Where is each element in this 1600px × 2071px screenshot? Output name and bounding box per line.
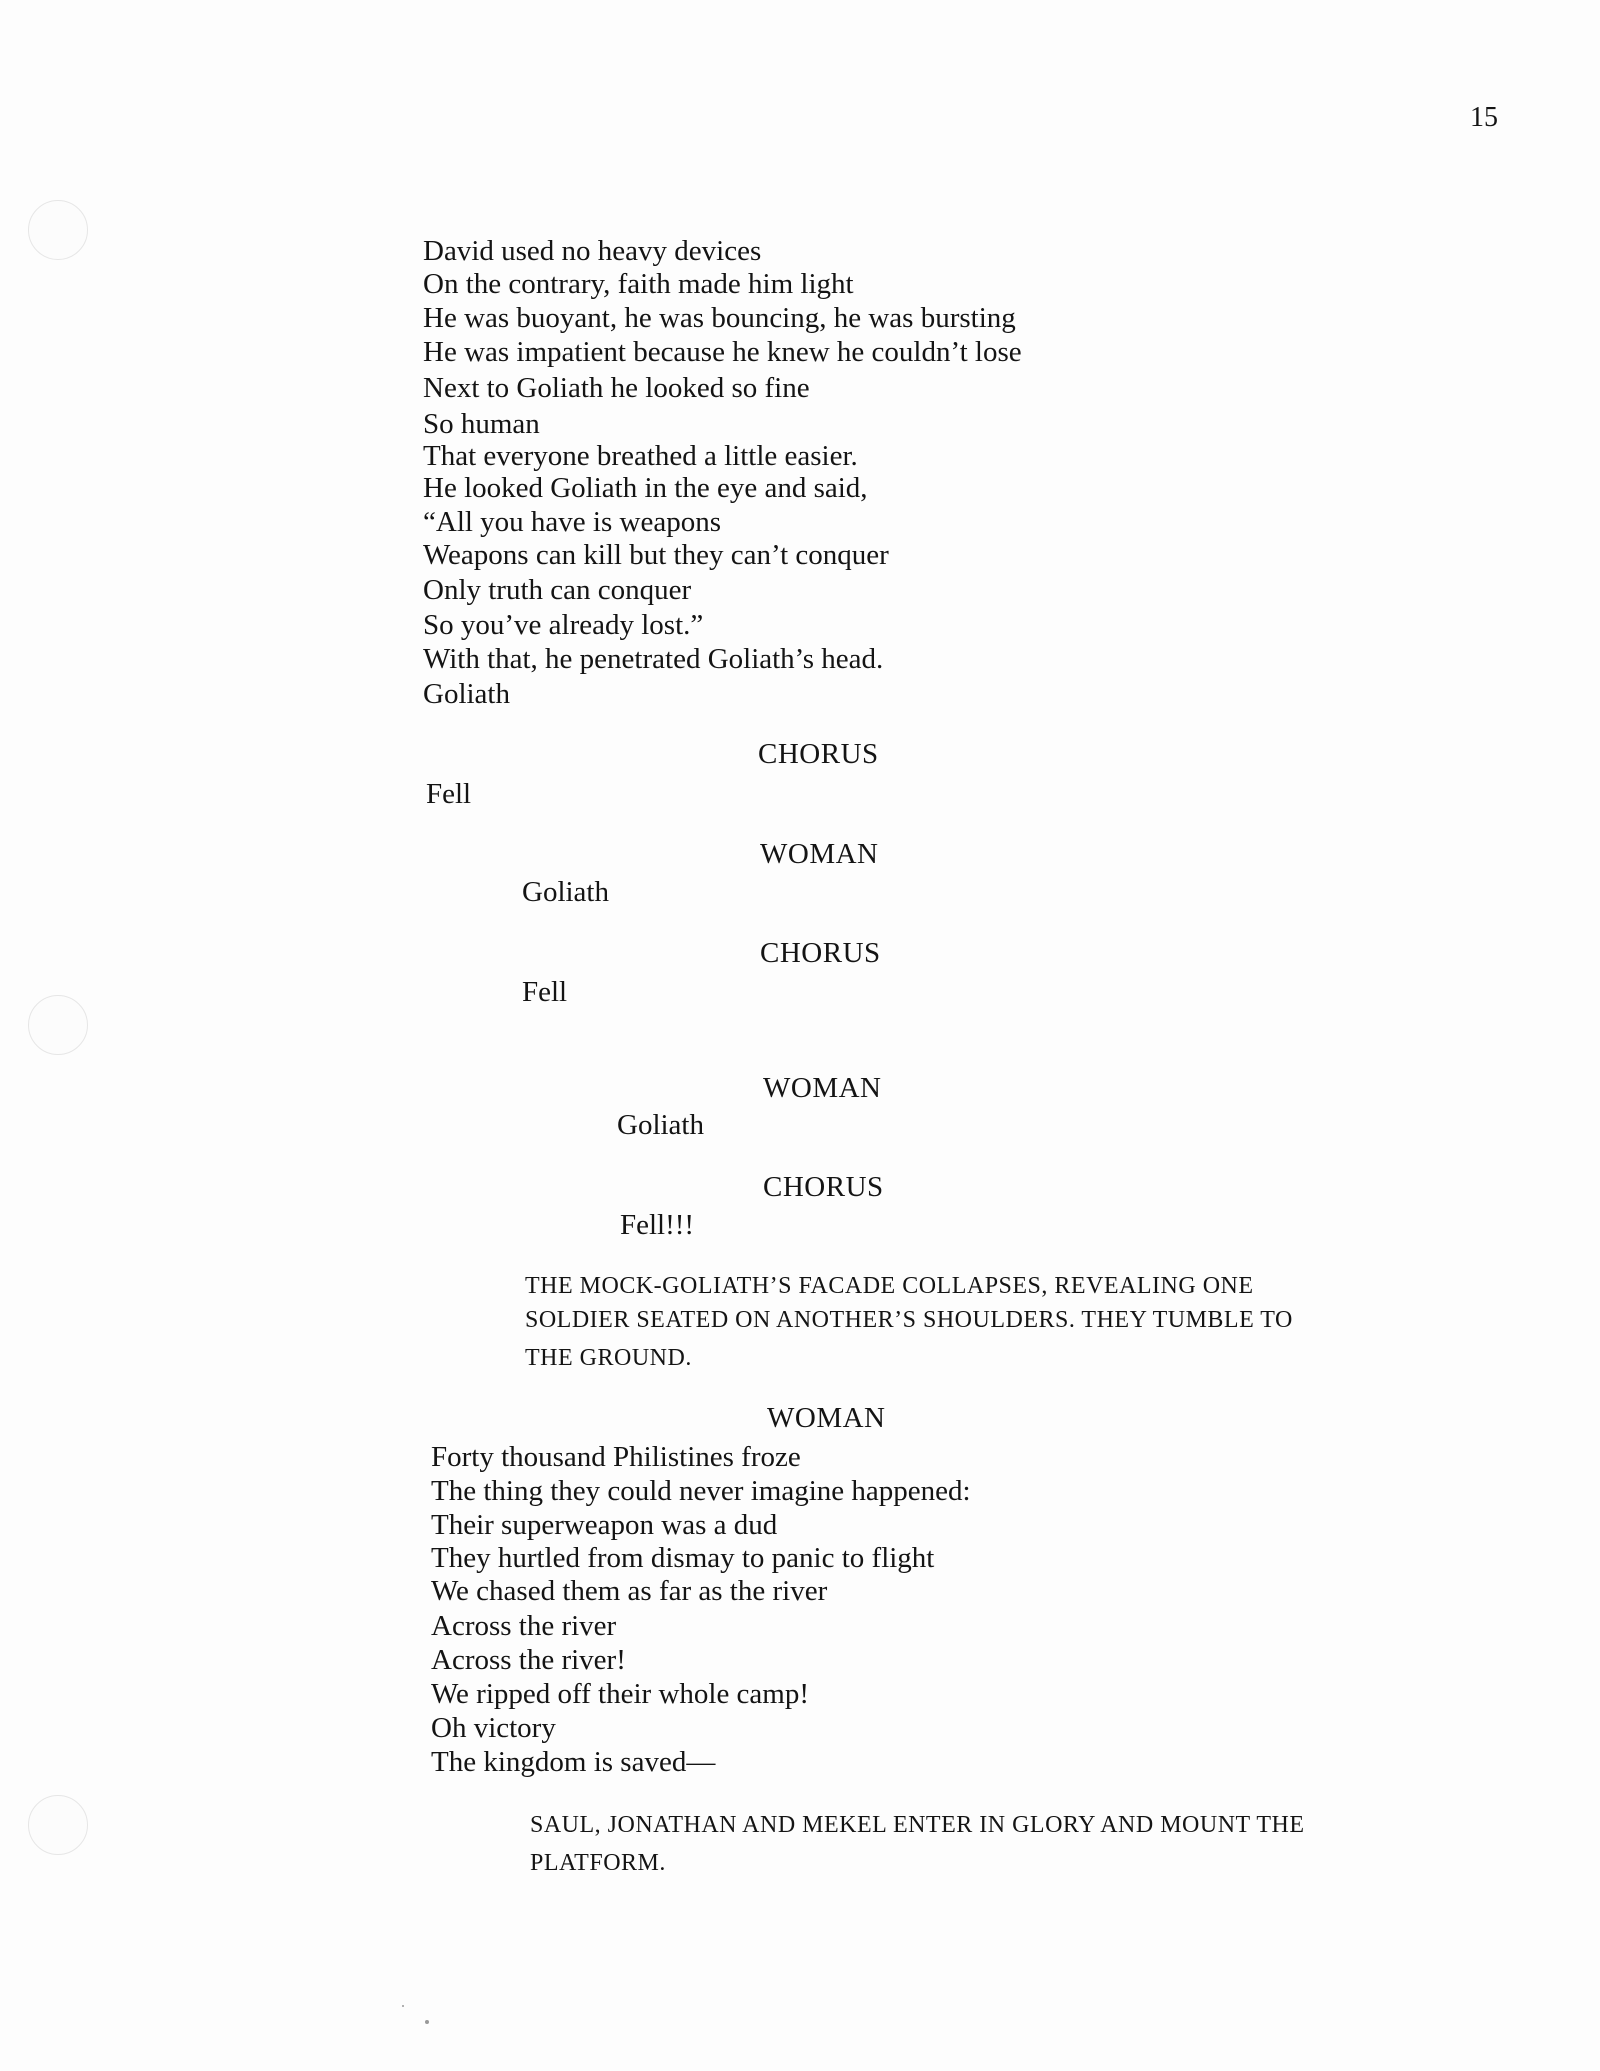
verse-line: On the contrary, faith made him light <box>423 268 854 300</box>
verse-line: Forty thousand Philistines froze <box>431 1441 801 1473</box>
speaker-name: WOMAN <box>763 1072 882 1104</box>
verse-line: He was impatient because he knew he couldn’t lose <box>423 336 1022 368</box>
speaker-name: CHORUS <box>763 1171 884 1203</box>
verse-line: David used no heavy devices <box>423 235 762 267</box>
verse-line: He was buoyant, he was bouncing, he was bursting <box>423 302 1016 334</box>
speaker-name: WOMAN <box>767 1402 886 1434</box>
speaker-name: WOMAN <box>760 838 879 870</box>
verse-line: Next to Goliath he looked so fine <box>423 372 810 404</box>
stage-direction-line: PLATFORM. <box>530 1850 666 1876</box>
dialogue-line: Goliath <box>617 1109 704 1141</box>
verse-line: Only truth can conquer <box>423 574 692 606</box>
verse-line: Across the river! <box>431 1644 626 1676</box>
page-number: 15 <box>1470 102 1498 133</box>
dialogue-line: Fell!!! <box>620 1209 695 1241</box>
verse-line: They hurtled from dismay to panic to flight <box>431 1542 935 1574</box>
paper-speck <box>425 2020 429 2024</box>
verse-line: The thing they could never imagine happened: <box>431 1475 971 1507</box>
stage-direction-line: THE MOCK-GOLIATH’S FACADE COLLAPSES, REVEALING ONE <box>525 1273 1254 1299</box>
punch-hole-bottom <box>28 1795 88 1855</box>
dialogue-line: Fell <box>522 976 568 1008</box>
stage-direction-line: THE GROUND. <box>525 1345 692 1371</box>
paper-speck <box>402 2005 404 2007</box>
speaker-name: CHORUS <box>760 937 881 969</box>
verse-line: Oh victory <box>431 1712 556 1744</box>
stage-direction-line: SAUL, JONATHAN AND MEKEL ENTER IN GLORY AND MOUNT THE <box>530 1812 1305 1838</box>
verse-line: So you’ve already lost.” <box>423 609 704 641</box>
verse-line: Goliath <box>423 678 510 710</box>
verse-line: “All you have is weapons <box>423 506 721 538</box>
dialogue-line: Fell <box>426 778 472 810</box>
verse-line: Across the river <box>431 1610 617 1642</box>
verse-line: Their superweapon was a dud <box>431 1509 778 1541</box>
verse-line: That everyone breathed a little easier. <box>423 440 858 472</box>
verse-line: The kingdom is saved— <box>431 1746 716 1778</box>
verse-line: With that, he penetrated Goliath’s head. <box>423 643 884 675</box>
punch-hole-middle <box>28 995 88 1055</box>
punch-hole-top <box>28 200 88 260</box>
verse-line: Weapons can kill but they can’t conquer <box>423 539 889 571</box>
speaker-name: CHORUS <box>758 738 879 770</box>
verse-line: We ripped off their whole camp! <box>431 1678 810 1710</box>
verse-line: He looked Goliath in the eye and said, <box>423 472 868 504</box>
stage-direction-line: SOLDIER SEATED ON ANOTHER’S SHOULDERS. THEY TUMBLE TO <box>525 1307 1293 1333</box>
verse-line: So human <box>423 408 540 440</box>
verse-line: We chased them as far as the river <box>431 1575 828 1607</box>
dialogue-line: Goliath <box>522 876 609 908</box>
